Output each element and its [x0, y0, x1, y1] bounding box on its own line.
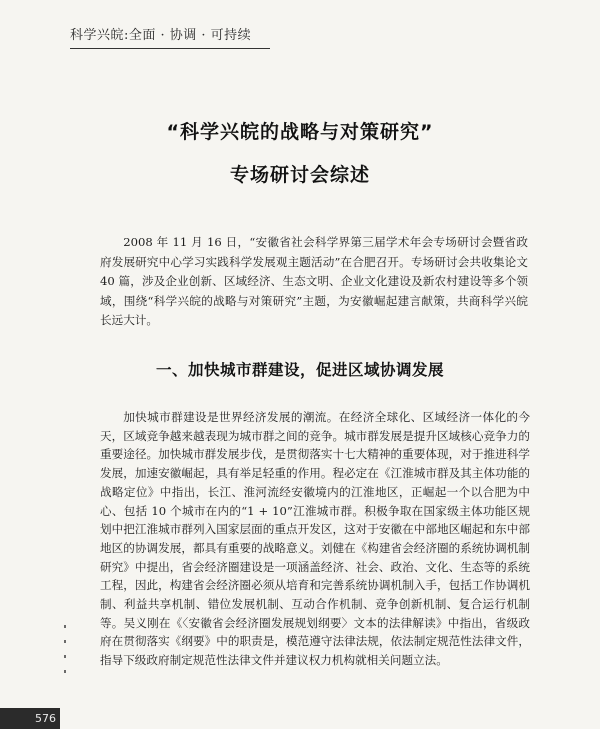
scan-speck	[64, 640, 66, 643]
header-rule	[70, 48, 270, 49]
article-subtitle: 专场研讨会综述	[229, 164, 370, 186]
article-title: “科学兴皖的战略与对策研究”	[166, 121, 434, 143]
running-header: 科学兴皖:全面 · 协调 · 可持续	[70, 28, 252, 43]
scan-speck	[64, 670, 66, 673]
body-paragraph: 加快城市群建设是世界经济发展的潮流。在经济全球化、区域经济一体化的今天，区域竞争越来越表现为城市群之间的竞争。城市群发展是提升区域核心竞争力的重要途径。加快城市群发展步伐，是贯彻落实十七大精神的重要体现，对于推进科学发展，加速安徽崛起，具有举足轻重的作用。程必定在《江淮城市群及其主体功能的战略定位》中指出，长江、淮河流经安徽境内的江淮地区，正崛起一个以合肥为中心、包括 10 个城市在内的“1 + 10”江淮城市群。积极争取在国家级主体功能区规划中把江淮城市群列入国家层面的重点开发区，这对于安徽在中部地区崛起和东中部地区的协调发展，都具有重要的战略意义。刘健在《构建省会经济圈的系统协调机制研究》中提出，省会经济圈建设是一项涵盖经济、社会、政治、文化、生态等的系统工程，因此，构建省会经济圈必须从培育和完善系统协调机制入手，包括工作协调机制、利益共享机制、错位发展机制、互动合作机制、竞争创新机制、复合运行机制等。吴义刚在《〈安徽省会经济圈发展规划纲要〉文本的法律解读》中指出，省级政府在贯彻落实《纲要》中的职责是，模范遵守法律法规，依法制定规范性法律文件，指导下级政府制定规范性法律文件并建议权力机构就相关问题立法。	[100, 410, 530, 668]
scan-speck	[64, 625, 66, 628]
section-heading: 一、加快城市群建设，促进区域协调发展	[155, 361, 444, 379]
page-number: 576	[0, 708, 60, 729]
scan-speck	[64, 655, 66, 658]
intro-paragraph: 2008 年 11 月 16 日，“安徽省社会科学界第三届学术年会专场研讨会暨省政府发展研究中心学习实践科学发展观主题活动”在合肥召开。专场研讨会共收集论文 40 篇，涉及企业创新、区域经济、生态文明、企业文化建设及新农村建设等多个领域，围绕“科学兴皖的战略与对策研究”主题，为安徽崛起建言献策，共商科学兴皖长远大计。	[100, 235, 528, 328]
